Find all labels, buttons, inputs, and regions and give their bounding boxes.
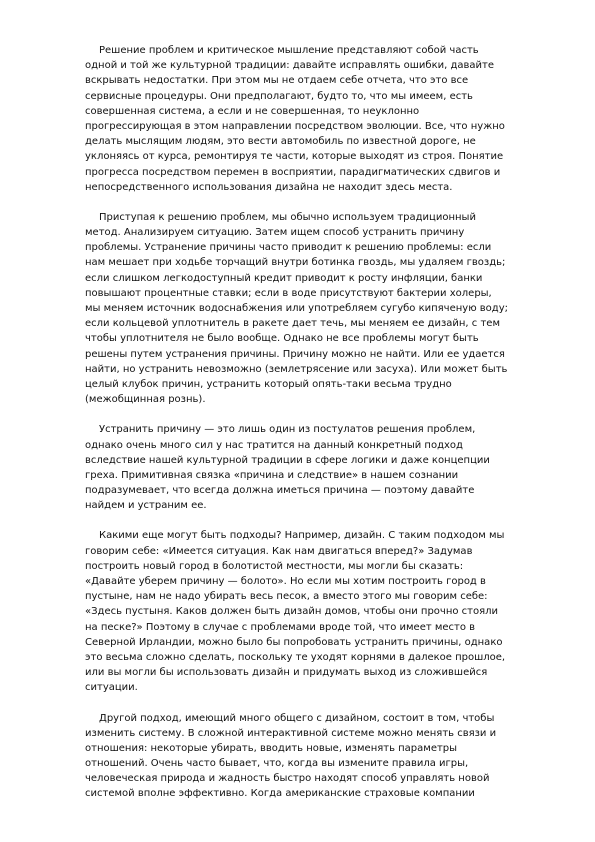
text-line: подразумевает, что всегда должна иметься причина — поэтому давайте [85, 485, 475, 497]
text-line: прогресса посредством перемен в восприятии, парадигматических сдвигов и [85, 166, 501, 178]
text-line: решены путем устранения причины. Причину можно не найти. Или ее удается [85, 348, 505, 360]
text-line: Другой подход, имеющий много общего с дизайном, состоит в том, чтобы [99, 712, 495, 724]
document-body [85, 43, 553, 817]
text-line: найти, но устранить невозможно (землетрясение или засуха). Или может быть [85, 363, 508, 375]
text-line: Северной Ирландии, можно было бы попробовать устранить причины, однако [85, 636, 503, 648]
text-line: или вы могли бы использовать дизайн и придумать выход из сложившейся [85, 667, 488, 679]
text-line: непосредственного использования дизайна не находит здесь места. [85, 181, 453, 193]
text-line: делать мыслящим людям, это вести автомобиль по известной дороге, не [85, 136, 476, 148]
text-line: совершенная система, а если и не совершенная, то неуклонно [85, 105, 420, 117]
text-line: повышают процентные ставки; если в воде присутствуют бактерии холеры, [85, 287, 492, 299]
text-line: нам мешает при ходьбе торчащий внутри ботинка гвоздь, мы удаляем гвоздь; [85, 257, 506, 269]
text-line: если кольцевой уплотнитель в ракете дает течь, мы меняем ее дизайн, с тем [85, 318, 500, 330]
paragraph-4 [85, 528, 553, 695]
text-line: если слишком легкодоступный кредит приводит к росту инфляции, банки [85, 272, 483, 284]
text-line: сервисные процедуры. Они предполагают, будто то, что мы имеем, есть [85, 90, 473, 102]
text-line: человеческая природа и жадность быстро находят способ управлять новой [85, 773, 490, 785]
text-line: прогрессирующая в этом направлении посредством эволюции. Все, что нужно [85, 120, 505, 132]
text-line: Какими еще могут быть подходы? Например, дизайн. С таким подходом мы [99, 530, 505, 542]
text-line: греха. Примитивная связка «причина и следствие» в нашем сознании [85, 469, 459, 481]
text-line: «Давайте уберем причину — болото». Но если мы хотим построить город в [85, 576, 486, 587]
text-line: это весьма сложно сделать, поскольку те уходят корнями в далекое прошлое, [85, 651, 506, 663]
text-line: Решение проблем и критическое мышление представляют собой часть [99, 45, 479, 56]
text-line: вследствие нашей культурной традиции в сфере логики и даже концепции [85, 454, 490, 466]
paragraph-3 [85, 422, 553, 513]
text-line: вскрывать недостатки. При этом мы не отдаем себе отчета, что это все [85, 75, 469, 87]
text-line: говорим себе: «Имеется ситуация. Как нам двигаться вперед?» Задумав [85, 545, 473, 557]
text-line: на песке?» Поэтому в случае с проблемами вроде той, что имеет место в [85, 621, 476, 633]
text-line: чтобы уплотнителя не было вообще. Однако не все проблемы могут быть [85, 333, 479, 345]
text-line: однако очень много сил у нас тратится на данный конкретный подход [85, 439, 463, 451]
text-line: мы меняем источник водоснабжения или употребляем сугубо кипяченую воду; [85, 303, 509, 314]
text-line: найдем и устраним ее. [85, 500, 207, 512]
text-line: Устранить причину — это лишь один из постулатов решения проблем, [99, 424, 476, 436]
text-line: «Здесь пустыня. Каков должен быть дизайн домов, чтобы они прочно стояли [85, 606, 499, 618]
text-line: одной и той же культурной традиции: давайте исправлять ошибки, давайте [85, 60, 495, 72]
text-line: уклоняясь от курса, ремонтируя те части, которые выходят из строя. Понятие [85, 151, 504, 163]
paragraph-5 [85, 711, 553, 802]
text-line: построить новый город в болотистой местности, мы могли бы сказать: [85, 560, 464, 572]
text-line: отношения: некоторые убирать, вводить новые, изменять параметры [85, 742, 458, 754]
text-line: изменить систему. В сложной интерактивной системе можно менять связи и [85, 727, 497, 739]
paragraph-1 [85, 43, 553, 195]
text-line: (межобщинная рознь). [85, 394, 206, 406]
text-line: метод. Анализируем ситуацию. Затем ищем способ устранить причину [85, 227, 465, 239]
text-line: отношений. Очень часто бывает, что, когда вы измените правила игры, [85, 758, 469, 770]
text-line: проблемы. Устранение причины часто приводит к решению проблемы: если [85, 242, 492, 254]
text-line: ситуации. [85, 682, 138, 694]
text-line: целый клубок причин, устранить который опять-таки весьма трудно [85, 378, 452, 390]
text-line: системой вполне эффективно. Когда американские страховые компании [85, 788, 475, 800]
paragraph-2 [85, 210, 553, 407]
text-line: Приступая к решению проблем, мы обычно используем традиционный [99, 211, 476, 223]
text-line: пустыне, нам не надо убирать весь песок, а вместо этого мы говорим себе: [85, 591, 488, 603]
